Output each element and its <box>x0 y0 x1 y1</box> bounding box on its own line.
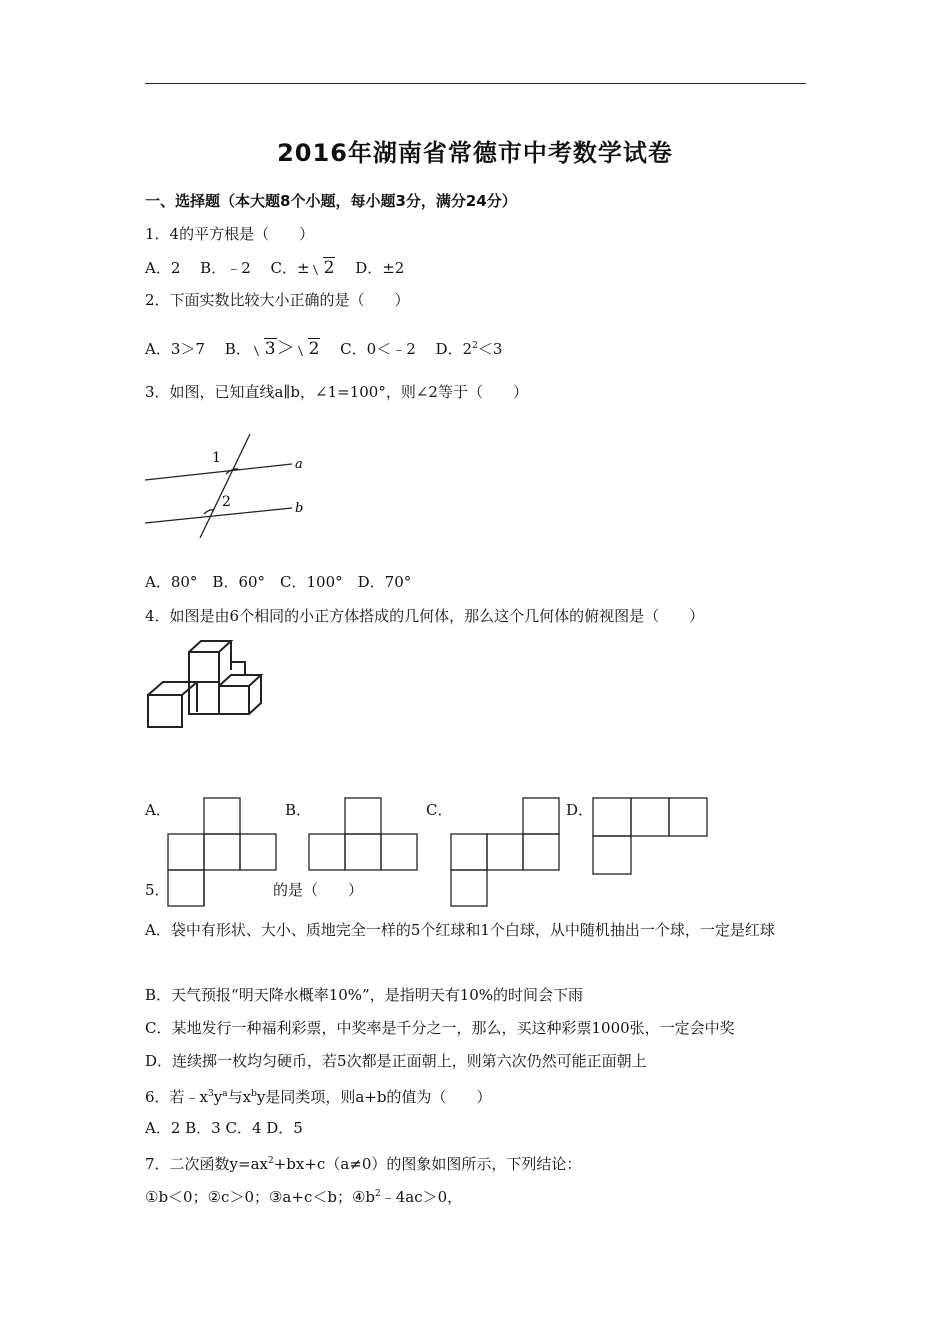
q4-option-a-grid <box>167 797 277 907</box>
q2-options <box>145 336 502 359</box>
q4-option-b-grid <box>308 797 418 873</box>
q2-stem: 2．下面实数比较大小正确的是（ ） <box>145 291 410 309</box>
line-b-label: b <box>295 501 304 516</box>
q1-option-d: D．±2 <box>355 259 405 277</box>
q1-options <box>145 257 404 278</box>
line-a-label: a <box>295 457 303 472</box>
q6-options: A．2 B．3 C．4 D．5 <box>145 1119 303 1137</box>
q4-stem: 4．如图是由6个相同的小正方体搭成的几何体，那么这个几何体的俯视图是（ ） <box>145 607 705 625</box>
header-rule <box>145 83 806 84</box>
q4-option-d-grid <box>592 797 710 875</box>
q5-stem-start: 5． <box>145 881 170 899</box>
q4-option-c-label: C． <box>426 801 453 819</box>
q3-options: A．80° B．60° C．100° D．70° <box>145 573 412 591</box>
q1-option-a: A．2 <box>145 259 181 277</box>
angle-1-label: 1 <box>212 450 221 466</box>
q7-conclusions: ①b＜0；②c＞0；③a+c＜b；$④b^2﹣4ac>0$， <box>145 1188 463 1206</box>
angle-2-label: 2 <box>222 494 231 510</box>
q2-option-c: C．0＜﹣2 <box>340 340 416 358</box>
q5-option-b: B．天气预报“明天降水概率10%”，是指明天有10%的时间会下雨 <box>145 986 584 1004</box>
q5-option-c: C．某地发行一种福利彩票，中奖率是千分之一，那么，买这种彩票1000张，一定会中奖 <box>145 1019 735 1037</box>
sqrt-symbol: 3 <box>251 338 277 359</box>
q5-stem-end: 的是（ ） <box>273 881 364 899</box>
q4-option-b-label: B． <box>285 801 312 819</box>
q1-option-b: B．﹣2 <box>200 259 251 277</box>
q5-option-d: D．连续掷一枚均匀硬币，若5次都是正面朝上，则第六次仍然可能正面朝上 <box>145 1052 647 1070</box>
cube-stack-figure <box>145 640 270 732</box>
q6-stem: 6．若$﹣x^3y^a$与$x^by$是同类项，则a+b的值为（ ） <box>145 1088 492 1106</box>
section-heading: 一、选择题（本大题8个小题，每小题3分，满分24分） <box>145 192 517 210</box>
sqrt-symbol: 2 <box>295 338 321 359</box>
q5-option-a: A．袋中有形状、大小、质地完全一样的5个红球和1个白球，从中随机抽出一个球，一定是红球 <box>145 921 775 939</box>
page-title: 2016年湖南省常德市中考数学试卷 <box>277 139 673 167</box>
q1-option-c: C．± 2 <box>270 258 335 278</box>
q2-option-b: B． 3＞ 2 <box>224 338 320 359</box>
q7-stem: 7．二次函数$y=ax^2+bx+c(a\ne 0)$的图象如图所示，下列结论： <box>145 1155 582 1173</box>
q2-option-d: D．$2^2<3$ <box>435 340 503 358</box>
q4-option-c-grid <box>450 797 560 907</box>
parallel-lines-figure <box>140 428 320 543</box>
q2-option-a: A．3＞7 <box>145 340 205 358</box>
q4-option-d-label: D． <box>566 801 594 819</box>
q1-stem: 1．4的平方根是（ ） <box>145 225 315 243</box>
q3-stem: 3．如图，已知直线a∥b，∠1=100°，则∠2等于（ ） <box>145 383 528 401</box>
sqrt-symbol: 2 <box>310 257 336 278</box>
q4-option-a-label: A． <box>145 801 171 819</box>
